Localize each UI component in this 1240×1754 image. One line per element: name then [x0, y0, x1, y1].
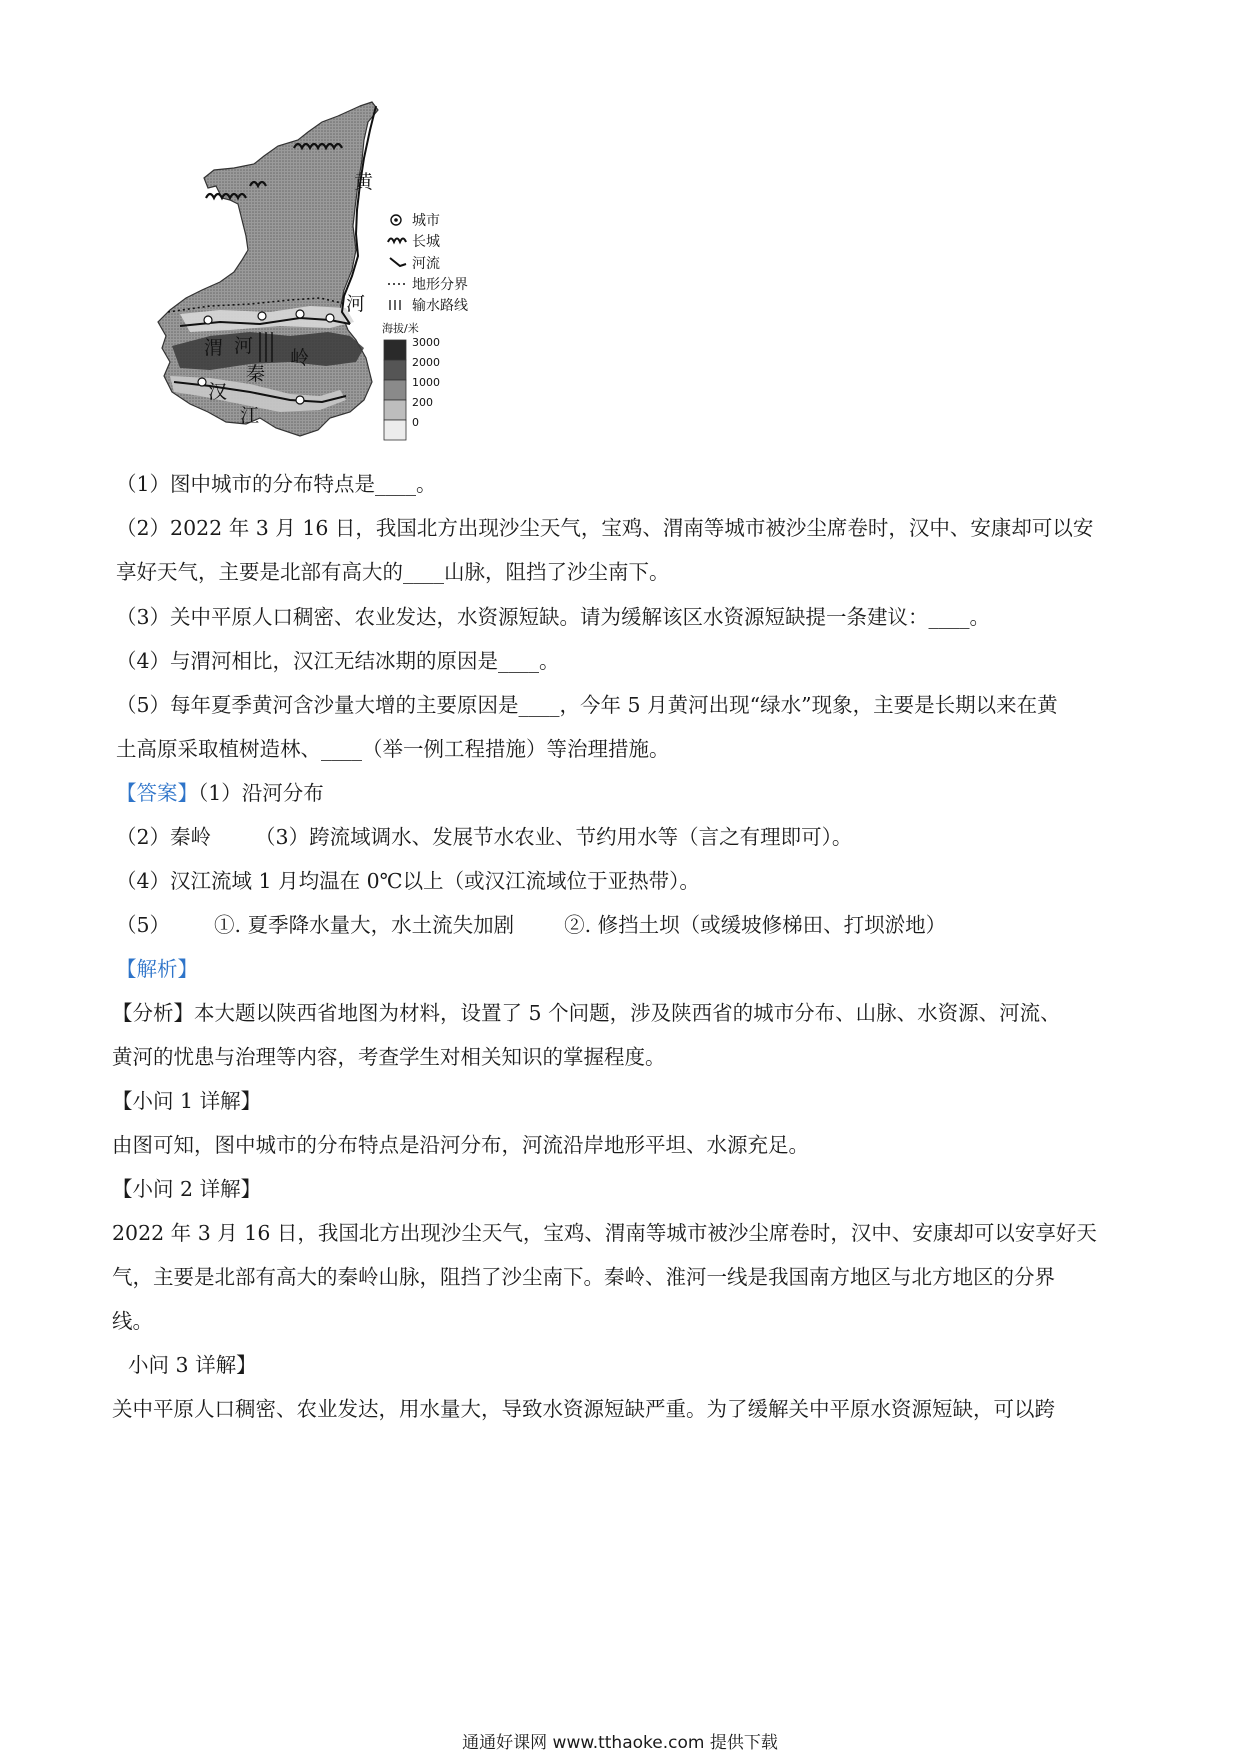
- elevation-color-bar: [384, 340, 406, 440]
- sub-question-1-heading: 【小问 1 详解】: [112, 1089, 262, 1113]
- answer-5-label: （5）: [116, 913, 171, 937]
- footer-text: 通通好课网 www.tthaoke.com 提供下载: [462, 1733, 778, 1753]
- elevation-swatch: [384, 340, 406, 360]
- question-1: （1）图中城市的分布特点是____。: [116, 472, 437, 496]
- map-label-jiang: 江: [240, 405, 260, 427]
- map-label-he2: 河: [234, 335, 254, 357]
- elevation-swatch: [384, 360, 406, 380]
- answer-line-5: [116, 911, 1136, 939]
- shaanxi-map: [150, 100, 570, 500]
- legend-boundary: 地形分界: [412, 277, 468, 293]
- legend-river: 河流: [412, 256, 440, 272]
- question-2-line-1: （2）2022 年 3 月 16 日，我国北方出现沙尘天气，宝鸡、渭南等城市被沙尘席卷时，汉中、安康却可以安: [116, 516, 1094, 540]
- answer-2: （2）秦岭: [116, 825, 212, 849]
- elev-label: 0: [412, 416, 419, 429]
- map-label-qin: 秦: [246, 363, 266, 385]
- legend-city: 城市: [412, 213, 440, 229]
- sub-question-3-text: 关中平原人口稠密、农业发达，用水量大，导致水资源短缺严重。为了缓解关中平原水资源短缺，可以跨: [112, 1397, 1055, 1421]
- answer-tag: 【答案】: [116, 781, 198, 805]
- answer-line-1: [116, 779, 1136, 807]
- question-5-line-2: 土高原采取植树造林、____（举一例工程措施）等治理措施。: [116, 737, 670, 761]
- map-label-han: 汉: [208, 381, 228, 403]
- question-2-line-2: 享好天气，主要是北部有高大的____山脉，阻挡了沙尘南下。: [116, 560, 670, 584]
- sub-question-3-heading: 小问 3 详解】: [128, 1353, 257, 1377]
- question-3: （3）关中平原人口稠密、农业发达，水资源短缺。请为缓解该区水资源短缺提一条建议：____。: [116, 605, 991, 629]
- elev-label: 1000: [412, 376, 440, 389]
- sub-question-2-heading: 【小问 2 详解】: [112, 1177, 262, 1201]
- map-label-huang: 黄: [354, 171, 374, 193]
- elevation-swatch: [384, 400, 406, 420]
- map-label-wei: 渭: [204, 337, 224, 359]
- analysis-summary-line-1: 【分析】本大题以陕西省地图为材料，设置了 5 个问题，涉及陕西省的城市分布、山脉、水资源、河流、: [112, 1001, 1061, 1025]
- elevation-swatch: [384, 420, 406, 440]
- map-legend: [382, 213, 468, 440]
- analysis-tag: 【解析】: [116, 957, 198, 981]
- elev-label: 3000: [412, 336, 440, 349]
- answer-1: （1）沿河分布: [198, 781, 324, 805]
- answer-5-part-2: ②. 修挡土坝（或缓坡修梯田、打坝淤地）: [564, 913, 947, 937]
- answer-5-part-1: ①. 夏季降水量大，水土流失加剧: [214, 913, 515, 937]
- question-5-line-1: （5）每年夏季黄河含沙量大增的主要原因是____，今年 5 月黄河出现“绿水”现象，主要是长期以来在黄: [116, 693, 1058, 717]
- shaanxi-map-figure: [150, 100, 570, 500]
- map-label-ling: 岭: [290, 347, 310, 369]
- sub-question-2-text-line-2: 气，主要是北部有高大的秦岭山脉，阻挡了沙尘南下。秦岭、淮河一线是我国南方地区与北方地区的分界: [112, 1265, 1055, 1289]
- answer-line-2: [116, 823, 1136, 851]
- answer-4: （4）汉江流域 1 月均温在 0℃以上（或汉江流域位于亚热带）。: [116, 869, 700, 893]
- elev-label: 200: [412, 396, 433, 409]
- sub-question-2-text-line-3: 线。: [112, 1309, 153, 1333]
- elev-label: 2000: [412, 356, 440, 369]
- sub-question-2-text-line-1: 2022 年 3 月 16 日，我国北方出现沙尘天气，宝鸡、渭南等城市被沙尘席卷时，汉中、安康却可以安享好天: [112, 1221, 1097, 1245]
- analysis-summary-line-2: 黄河的忧患与治理等内容，考查学生对相关知识的掌握程度。: [112, 1045, 666, 1069]
- legend-elev-title: 海拔/米: [382, 322, 419, 335]
- answer-3: （3）跨流域调水、发展节水农业、节约用水等（言之有理即可）。: [255, 825, 853, 849]
- legend-wall: 长城: [412, 234, 440, 250]
- sub-question-1-text: 由图可知，图中城市的分布特点是沿河分布，河流沿岸地形平坦、水源充足。: [112, 1133, 809, 1157]
- elevation-swatch: [384, 380, 406, 400]
- legend-canal: 输水路线: [412, 298, 468, 314]
- question-4: （4）与渭河相比，汉江无结冰期的原因是____。: [116, 649, 560, 673]
- map-label-he: 河: [346, 293, 366, 315]
